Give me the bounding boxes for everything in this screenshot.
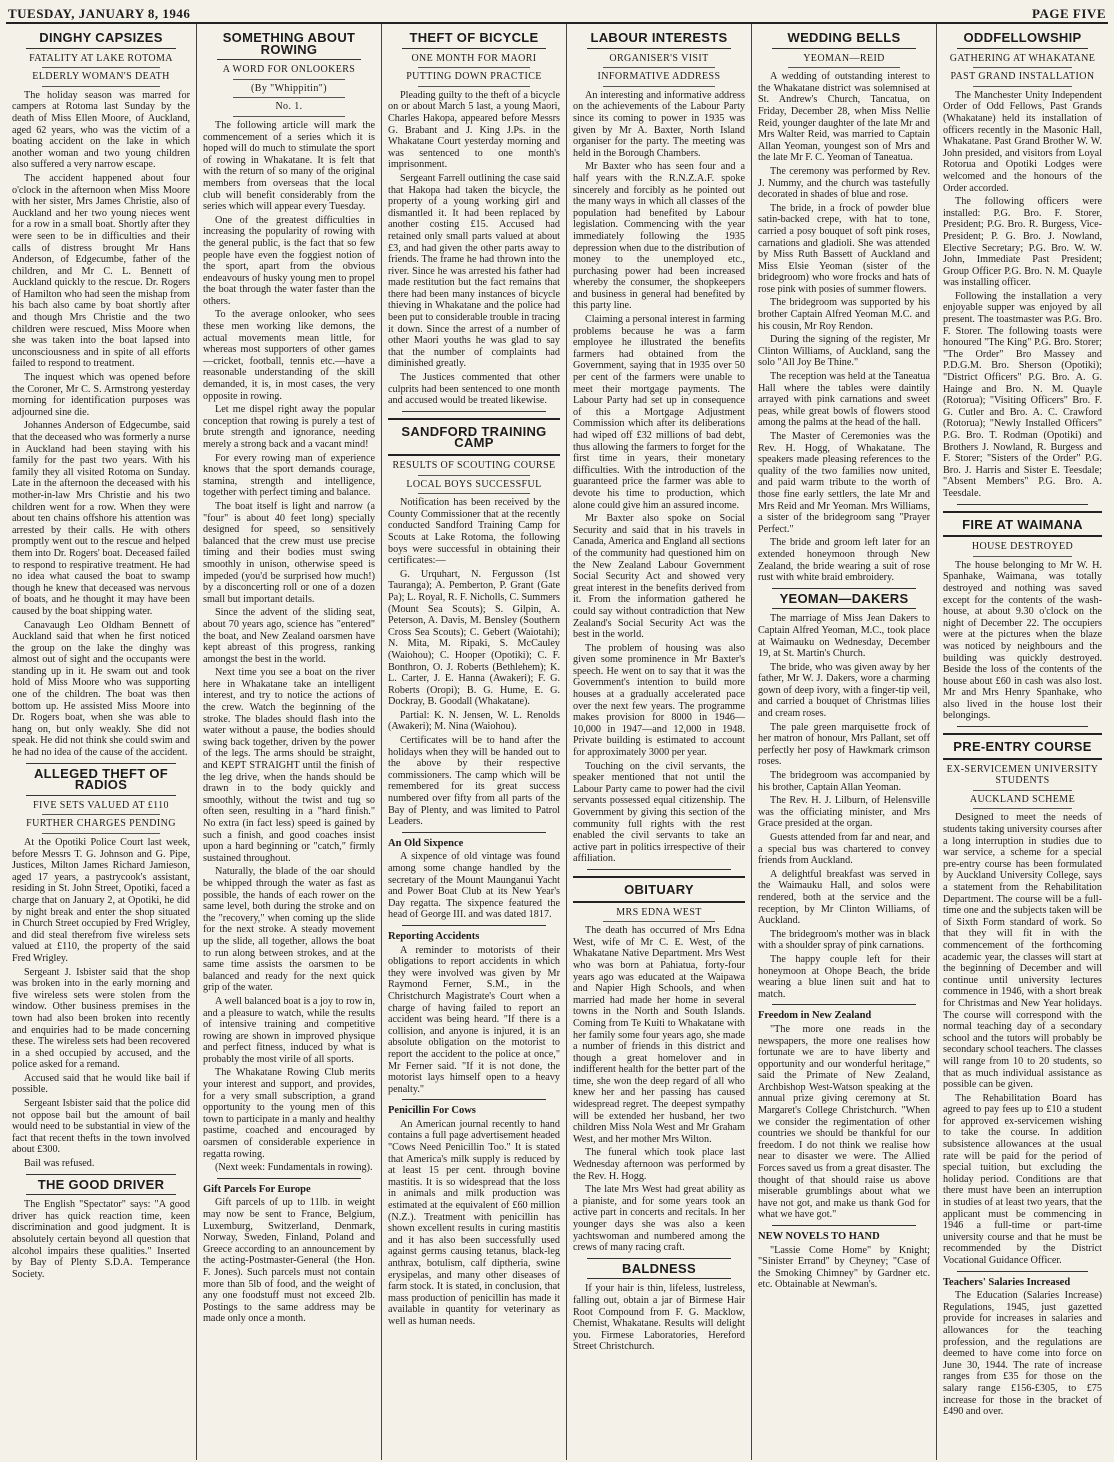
article-paragraph: Partial: K. N. Jensen, W. L. Renolds (Awakeri); M. Nina (Waiohou).	[388, 709, 560, 733]
article-headline: SOMETHING ABOUT ROWING	[222, 30, 356, 57]
article-paragraph: The following officers were installed: P.G. Bro. F. Storer, President; P.G. Bro. R. Burgess, Vice-President; P. G. Bro. J. Nowland, Elective Secretary; P.G. Bro. W. W. John, Immediate Past President; Group Officer P.G. Bro. N. M. Quayle was installing officer.	[943, 196, 1102, 289]
divider	[233, 97, 345, 98]
article-separator	[772, 588, 916, 589]
article-paragraph: Guests attended from far and near, and a special bus was chartered to convey friends from Auckland.	[758, 832, 930, 867]
article-paragraph: The boat itself is light and narrow (a "four" is about 40 feet long) specially designed for speed, so sensitively balanced that the crew must use precise timing and their bodies must swing smoothly in unison, otherwise speed is impeded (you'd be surprised how much!) by a disconcerting roll or one of a dozen small but important details.	[203, 500, 375, 605]
article	[943, 733, 1102, 1267]
article-paragraph: A sixpence of old vintage was found among some change handled by the secretary of the Mount Maunganui Yacht and Power Boat Club at its New Year's Day regatta. The sixpence featured the head of George III. and was dated 1817.	[388, 851, 560, 921]
article-paragraph: Gift parcels of up to 11lb. in weight may now be sent to France, Belgium, Luxemburg, Switzerland, Denmark, Norway, Sweden, Finland, Poland and Greece according to an announcement by the acting-Postmaster-General (the Hon. F. Jones). Such parcels must not contain more than 5lb of food, and the weight of any one foodstuff must not exceed 2lb. Postings to the same address may be made only once a month.	[203, 1197, 375, 1325]
article-headline: LABOUR INTERESTS	[590, 30, 728, 45]
article	[573, 32, 745, 865]
article-paragraph: The inquest which was opened before the Coroner, Mr C. S. Armstrong yesterday morning for identification purposes was adjourned sine die.	[12, 372, 190, 418]
article-paragraph: The accident happened about four o'clock in the afternoon when Miss Moore with her sister, Mrs James Christie, also of Auckland and her two young nieces went for a row in a small boat. Shortly after they were seen to be in difficulties and their calls of distress brought Mr Hans Anderson, of Edgecumbe, father of the children, and Mr C. L. Bennett of Auckland quickly to the rescue. Dr. Rogers of Hamilton who had seen the mishap from his bach also came by boat shortly after and though Mrs Christie and the two children were rescued, Miss Moore when she was taken into the boat lapsed into unconsciousness and in spite of all efforts failed to respond to treatment.	[12, 172, 190, 370]
article-headline: YEOMAN—DAKERS	[779, 590, 909, 606]
divider	[587, 1278, 731, 1279]
article-paragraph: To the average onlooker, who sees these men working like demons, the actual movements mean little, for whereas most supporters of other games—cricket, football, tennis etc.—have a reasonable understanding of the skill demanded, it is, in most cases, the very opposite in rowing.	[203, 309, 375, 402]
article	[758, 32, 930, 584]
article-paragraph: The Rev. H. J. Lilburn, of Helensville was the officiating minister, and Mrs Grace presided at the organ.	[758, 795, 930, 830]
divider	[418, 86, 530, 87]
article-subheading: GATHERING AT WHAKATANE	[949, 52, 1096, 64]
article-paragraph: Following the installation a very enjoyable supper was enjoyed by all present. The toastmaster was P.G. Bro. F. Storer. The following toasts were honoured "The King" P.G. Bro. Storer; "The Order" Bro Massey and P.D.G.M. Bro. Sherson (Opotiki); "District Officers" P.G. Bro. A. G. Hainge and Bro. N. M. Quayle (Rotorua); "Visiting Officers" Bro. F. G. Cutler and Bro. A. C. Crawford (Rotorua); "Newly Installed Officers" P.G. Bro. T. Rodman (Opotiki) and Brothers J. Nowland, R. Burgess and F. Storer; "Sisters of the Order" P.G. Bro. J. Harris and Sister E. Teesdale; "Absent Members" P.G. Bro. A. Teesdale.	[943, 290, 1102, 499]
article-headline: FIRE AT WAIMANA	[962, 516, 1083, 532]
article	[12, 32, 190, 759]
article-headline: WEDDING BELLS	[787, 30, 901, 45]
article-separator	[772, 1225, 916, 1226]
article-headline: SANDFORD TRAINING CAMP	[401, 423, 547, 451]
column-3	[382, 24, 567, 1460]
article-paragraph: The following article will mark the commencement of a series which it is hoped will do much to stimulate the sport of rowing in Whakatane. It is felt that with the return of so many of the original members from overseas that the local club will benefit considerably from the series which will appear every Tuesday.	[203, 119, 375, 213]
article-paragraph: The holiday season was marred for campers at Rotoma last Sunday by the death of Miss Ellen Moore, of Auckland, aged 62 years, who was the victim of a boating accident on the lake in which another woman and two young children also suffered a very narrow escape.	[12, 89, 190, 171]
article-paragraph: The ceremony was performed by Rev. J. Nummy, and the church was tastefully decorated in shades of blue and rose.	[758, 165, 930, 201]
article-subheading: HOUSE DESTROYED	[971, 541, 1074, 553]
article-paragraph: A delightful breakfast was served in the Waimauku Hall, and solos were rendered, both at the service and the reception, by Mr Clinton Williams, of Auckland.	[758, 868, 930, 927]
article-subheading: ELDERLY WOMAN'S DEATH	[32, 71, 170, 83]
divider	[973, 556, 1072, 557]
article	[388, 418, 560, 828]
article-run-in-heading: Penicillin For Cows	[388, 1105, 476, 1117]
article-paragraph: Canavaugh Leo Oldham Bennett of Auckland said that when he first noticed the group on the lake the dinghy was almost out of sight and the occupants were standing up in it. He swam out and took hold of Miss Moore who was supporting one of the children. The boat was then bottom up. He assisted Miss Moore into Dr. Rogers boat, when she was able to hang on, but only weakly. She did not speak. He did not think she could swim and he had no idea of the cause of the accident.	[12, 619, 190, 759]
article-paragraph: If your hair is thin, lifeless, lustreless, falling out, obtain a jar of Birmese Hair Root Compound from F. G. Macklow, Chemist, Whakatane. Results will delight you. Firmese Laboratories, Hereford Street Christchurch.	[573, 1283, 745, 1353]
article	[203, 1184, 375, 1325]
article-separator	[402, 832, 546, 833]
article-paragraph: Naturally, the blade of the oar should be whipped through the water as fast as possible, the hands of each rower on the same level, both during the stroke and on the "recovery," when coming up the slide for the next stroke. A steady movement up the slide, all together, allows the boat to run along between strokes, and at the same time assists the oarsmen to be balanced and ready for the next quick grip of the water.	[203, 866, 375, 994]
divider	[217, 59, 361, 60]
article-separator	[957, 1271, 1088, 1272]
article	[388, 32, 560, 407]
article	[758, 1231, 930, 1291]
article-paragraph: The late Mrs West had great ability as a pianiste, and for some years took an active part in concerts and recitals. In her younger days she was also a keen yachtswoman and numbered among the crews of many racing craft.	[573, 1184, 745, 1254]
divider	[42, 86, 160, 87]
article-paragraph: The Education (Salaries Increase) Regulations, 1945, just gazetted provide for increases in salaries and allowances for the teaching profession, and the regulations are deemed to have come into force on June 30, 1944. The rate of increase ranges from £35 for those on the salary range £156-£305, to £75 increase for those in the bracket of £490 and over.	[943, 1290, 1102, 1418]
divider	[402, 48, 546, 49]
article-paragraph: Mr Baxter also spoke on Social Security and said that in his travels in Canada, America and England all sections of the community had questioned him on the New Zealand Labour Government Social Security Act and showed very great interest in the benefits derived from it. From the information gathered he could say without contradiction that New Zealand's Social Security Act was the best in the world.	[573, 513, 745, 641]
column-6	[937, 24, 1108, 1460]
article-paragraph: Touching on the civil servants, the speaker mentioned that not until the Labour Party came to power had the civil servants possessed equal citizenship. The Government by giving this section of the community full rights with the rest enabled the civil servants to take an active part in politics irrespective of their affiliation.	[573, 760, 745, 865]
divider	[418, 493, 530, 494]
article-paragraph: At the Opotiki Police Court last week, before Messrs T. G. Johnson and G. Pipe, Justices, Milton James Richard Jamieson, aged 17 years, a pastrycook's assistant, residing in St. John Street, Opotiki, faced a charge that on January 2, at Opotiki, he did by night break and enter the shop situated in Church Street occupied by Fred Wrigley, and did steal therefrom five wireless sets valued at £110, the property of the said Fred Wrigley.	[12, 837, 190, 964]
divider	[603, 86, 715, 87]
article-run-in-heading: Reporting Accidents	[388, 930, 480, 942]
article	[943, 1277, 1102, 1418]
article-paragraph: Mr Baxter who has seen four and a half years with the R.N.Z.A.F. spoke sincerely and forcibly as he pointed out the many ways in which all classes of the population had benefited by Labour legislation. Commencing with the year immediately following the 1935 depression when due to the distribution of money to the unemployed etc., purchasing power had been increased whereby the consumer, the shopkeepers and business in general had benefited by this party line.	[573, 161, 745, 312]
article-separator	[402, 411, 546, 412]
article-paragraph: Sergeant Isbister said that the police did not oppose bail but the amount of bail would need to be substantial in view of the fact that recent thefts in the town involved about £300.	[12, 1098, 190, 1156]
article-subheading: FIVE SETS VALUED AT £110	[33, 799, 169, 811]
article	[943, 511, 1102, 723]
article-subheading: PUTTING DOWN PRACTICE	[406, 71, 542, 83]
article-separator	[957, 504, 1088, 505]
article	[573, 876, 745, 1254]
divider	[973, 67, 1072, 68]
article-paragraph: The bridegroom was accompanied by his brother, Captain Allan Yeoman.	[758, 770, 930, 793]
article-paragraph: The happy couple left for their honeymoon at Ohope Beach, the bride wearing a blue linen suit and hat to match.	[758, 953, 930, 1000]
masthead	[6, 4, 1108, 24]
divider	[603, 67, 715, 68]
article-separator	[772, 1004, 916, 1005]
divider	[26, 795, 176, 796]
article	[758, 590, 930, 1001]
article-paragraph: Bail was refused.	[24, 1158, 95, 1170]
article	[388, 838, 560, 921]
article-subheading: RESULTS OF SCOUTING COURSE	[392, 460, 556, 471]
article-paragraph: The Manchester Unity Independent Order of Odd Fellows, Past Grands (Whakatane) held its installation of officers recently in the Masonic Hall, Whakatane. Past Grand Brother W. W. John presided, and visitors from Loyal Rotorua and Opotiki Lodges were welcomed and the honours of the Order accorded.	[943, 89, 1102, 194]
article-paragraph: One of the greatest difficulties in increasing the popularity of rowing with the general public, is the fact that so few people have even the foggiest notion of the sport, apart from the obvious endeavours of husky young men to propel the boat through the water faster than the others.	[203, 214, 375, 307]
article-separator	[26, 763, 176, 764]
article-paragraph: The problem of housing was also given some prominence in Mr Baxter's speech. He went on to say that it was the Government's intention to build more houses at a gradually accelerated pace over the next few years. The programme makes provision for 8000 in 1946—10,000 in 1947—and 12,000 in 1948. Private building is estimated to account for approximately 3000 per year.	[573, 642, 745, 759]
article-paragraph: The house belonging to Mr W. H. Spanhake, Waimana, was totally destroyed and nothing was saved except for the contents of the wash-house, at about 9.30 o'clock on the night of December 22. The occupiers were at the pictures when the blaze was noticed by neighbours and the building was quickly destroyed. Beside the loss of the contents of the house about £60 in cash was also lost. Mr and Mrs Henry Spanhake, who also lived in the house lost their belongings.	[943, 559, 1102, 722]
article	[12, 1176, 190, 1281]
divider	[957, 48, 1088, 49]
article-paragraph: The Justices commented that other culprits had been sentenced to one month and accused would be treated likewise.	[388, 372, 560, 407]
article-paragraph: The bride and groom left later for an extended honeymoon through New Zealand, the bride wearing a suit of rose rust with white braid embroidery.	[758, 537, 930, 584]
article-separator	[587, 1258, 731, 1259]
article-paragraph: The bride, who was given away by her father, Mr W. J. Dakers, wore a charming gown of deep ivory, with a finger-tip veil, and carried a bouquet of Christmas lilies and cream roses.	[758, 661, 930, 720]
divider	[42, 814, 160, 815]
article-paragraph: Accused said that he would like bail if possible.	[12, 1072, 190, 1096]
article-subheading: FATALITY AT LAKE ROTOMA	[29, 52, 173, 64]
columns	[6, 24, 1108, 1460]
article-paragraph: The death has occurred of Mrs Edna West, wife of Mr C. E. West, of the Whakatane Native Department. Mrs West who was born at Pahiatua, forty-four years ago was educated at the Waipawa and Napier High Schools, and when married had made her home in several towns in the North and South Islands. Coming from Te Kuiti to Whakatane with her family some four years ago, she made a number of friends in this district and though a great homelover and in indifferent health for the better part of the time, she won the deep regard of all who knew her and her passing has caused widespread regret. The deepest sympathy will be extended her husband, her two children Miss Nola West and Mr Graham West, and her mother Mrs Wilton.	[573, 925, 745, 1145]
divider	[603, 921, 715, 922]
divider	[973, 808, 1072, 809]
divider	[772, 48, 916, 49]
article-run-in-heading: An Old Sixpence	[388, 837, 464, 849]
article-paragraph: The bridegroom was supported by his brother Captain Alfred Yeoman M.C. and his cousin, Mr Roy Rendon.	[758, 297, 930, 332]
article-headline: DINGHY CAPSIZES	[39, 30, 163, 45]
article-headline: BALDNESS	[622, 1260, 696, 1276]
article-headline: THEFT OF BICYCLE	[409, 30, 539, 45]
article-separator	[402, 925, 546, 926]
article-paragraph: Designed to meet the needs of students taking university courses after a long interruption in studies due to war service, a scheme for a special pre-entry course has been formulated by Auckland University College, says a statement from the Rehabilitation Department. The course will be a full-time one and the subjects taken will be of Sixth Form standard of work. So that they will fit in with the commencement of the forthcoming academic year, the classes will start at the beginning of December and will continue until university lectures commence in 1946, with a short break for Christmas and New Year holidays. The course will correspond with the normal teaching day of a secondary school and the tutors will probably be secondary school teachers. The classes will range from 10 to 20 students, so that as much individual assistance as possible can be given.	[943, 812, 1103, 1091]
article-paragraph: "The more one reads in the newspapers, the more one realises how fortunate we are to have liberty and opportunity and our wonderful heritage," said the Primate of New Zealand, Archbishop West-Watson speaking at the annual prize giving ceremony at St. Margaret's College Christchurch. "When we consider the regimentation of other countries we should be thankful for our freedom. I do not think we realise how near to disaster we were. The Allied Forces saved us from a great disaster. The thought of that should raise us above miserable grumblings about what we have not got, and make us thank God for what we have got."	[758, 1023, 930, 1221]
article-paragraph: A reminder to motorists of their obligations to report accidents in which they were involved was given by Mr Raymond Ferner, S.M., in the Christchurch Magistrate's Court when a charge of having failed to report an accident was being heard. "If there is a collision, and anyone is injured, it is an absolute obligation on the motorist to report the accident to the police at once," Mr Ferner said. "If it is not done, the motorist lays himself open to a heavy penalty."	[388, 944, 560, 1095]
article-paragraph: The marriage of Miss Jean Dakers to Captain Alfred Yeoman, M.C., took place at Waimauku on Wednesday, December 19, at St. Martin's Church.	[758, 613, 930, 660]
article-paragraph: Sergeant Farrell outlining the case said that Hakopa had taken the bicycle, the property of a young working girl and dismantled it. It had been replaced by another costing £15. Accused had retained only small parts valued at about £3, and had given the other parts away to friends. The frame he had thrown into the river. Since he was arrested his father had made restitution but the fact remains that there had been many instances of bicycle thieving in Whakatane and the police had been put to considerable trouble in tracing it down. Since the arrest of a number of other Maori youths he was glad to say that the number of complaints had diminished greatly.	[388, 172, 560, 370]
article-subheading: ONE MONTH FOR MAORI	[411, 52, 537, 64]
article-paragraph: The Whakatane Rowing Club merits your interest and support, and provides, for a very small subscription, a grand opportunity to the young men of this town to participate in a manly and healthy pastime, coached and encouraged by oarsmen of considerable experience in regatta rowing.	[203, 1067, 375, 1160]
divider	[233, 116, 345, 117]
column-5	[752, 24, 937, 1460]
article-paragraph: (Next week: Fundamentals in rowing).	[215, 1162, 373, 1174]
article-paragraph: The Master of Ceremonies was the Rev. H. Hogg, of Whakatane. The speakers made pleasing references to the quality of the two families now united, and paid warm tribute to the worth of those fine early settlers, the late Mr and Mrs Reid and Mr Yeoman. Mrs Williams, a sister of the bridegroom sang "Prayer Perfect."	[758, 431, 930, 535]
article-paragraph: The Rehabilitation Board has agreed to pay fees up to £10 a student for approved ex-servicemen wishing to take the course. In addition subsistence allowances at the usual rate will be paid for the period of special tuition, but excluding the holiday period. Conditions are that there must have been an interruption in studies of at least two years, that the applicant must be commencing in 1946 a full-time or part-time university course and that he must be recommended by the District Vocational Guidance Officer.	[943, 1092, 1102, 1266]
article-paragraph: Let me dispel right away the popular conception that rowing is purely a test of brute strength and ignorance, needing merely a strong back and a vacant mind!	[203, 404, 375, 450]
article-separator	[26, 1174, 176, 1175]
column-4	[567, 24, 752, 1460]
article-subheading: (By "Whippitin")	[251, 82, 327, 94]
article-paragraph: The pale green marquisette frock of her matron of honour, Mrs Pallant, set off perfectly her posy of Hawkmark crimson roses.	[758, 721, 930, 768]
article-headline: ALLEGED THEFT OF RADIOS	[33, 765, 169, 793]
article-paragraph: Pleading guilty to the theft of a bicycle on or about March 5 last, a young Maori, Charles Hakopa, appeared before Messrs G. Brabant and J. King J.Ps. in the Whakatane Court yesterday morning and was sentenced to one month's imprisonment.	[388, 89, 560, 171]
article-paragraph: An American journal recently to hand contains a full page advertisement headed "Cows Need Penicillin Too." It is stated that America's milk supply is reduced by at least 15 per cent. through bovine mastitis. It is so widespread that the loss in animals and milk production was estimated at the equivalent of £60 million (N.Z.). Treatment with penicillin has shown excellent results in curing mastitis and it has also been successfully used against germs causing tetanus, black-leg anthrax, botulism, calf diptheria, swine erysipelas, and many other diseases of farm stock. It is stated, in conclusion, that mass production of penicillin has made it available in quantity for veterinary as well as human needs.	[388, 1118, 560, 1327]
divider	[772, 608, 916, 609]
article	[758, 1010, 930, 1221]
article-paragraph: Since the advent of the sliding seat, about 70 years ago, science has "entered" the boat, and New Zealand oarsmen have kept abreast of this progress, ranking amongst the best in the world.	[203, 607, 375, 665]
article-run-in-heading: Freedom in New Zealand	[758, 1010, 872, 1022]
article-subheading: A WORD FOR ONLOOKERS	[222, 64, 356, 76]
article-run-in-heading: NEW NOVELS TO HAND	[758, 1231, 880, 1242]
divider	[587, 48, 731, 49]
article	[388, 931, 560, 1095]
divider	[788, 67, 900, 68]
article-subheading: AUCKLAND SCHEME	[969, 793, 1076, 805]
article-paragraph: The bride, in a frock of powder blue satin-backed crepe, with hat to tone, carried a posy bouquet of soft pink roses, carnations and gladioli. She was attended by Miss Ruth Bassett of Auckland and Miss Elsie Yeoman (sister of the bridegroom) who wore frocks and hats of rose pink with posies of summer flowers.	[758, 202, 930, 295]
divider	[42, 67, 160, 68]
article	[12, 765, 190, 1170]
issue-date: TUESDAY, JANUARY 8, 1946	[8, 6, 191, 21]
divider	[973, 790, 1072, 791]
article-paragraph: Claiming a personal interest in farming problems because he was a farm employee he illustrated the benefits farmers had obtained from the Government, saying that in 1935 over 50 per cent of the farmers were unable to meet their mortgage payments. The Labour Party had set up in consequence of this a Mortgage Adjustment Commission which after its deliberations had wiped off £32 millions of bad debt, thus allowing the farmers to forget for the first time in years, their monetary difficulties. With the introduction of the guaranteed price the farmer was able to devote his time to production, which alone could give him an assured income.	[573, 314, 745, 511]
article-paragraph: The funeral which took place last Wednesday afternoon was performed by the Rev. H. Hogg.	[573, 1147, 745, 1182]
article-subheading: YEOMAN—REID	[803, 52, 885, 64]
article-headline: OBITUARY	[624, 881, 694, 897]
article	[573, 1260, 745, 1353]
column-1	[6, 24, 197, 1460]
article-paragraph: The English "Spectator" says: "A good driver has quick reaction time, keen discrimination and good judgment. It is absolutely certain beyond all question that alcohol impairs these qualities." Inserted by Bay of Plenty S.D.A. Temperance Society.	[12, 1199, 190, 1280]
divider	[26, 48, 176, 49]
divider	[973, 86, 1072, 87]
article-subheading: FURTHER CHARGES PENDING	[26, 818, 176, 830]
article-paragraph: Certificates will be to hand after the holidays when they will be handed out to the above by their respective commissioners. The camp which will be remembered for its great success numbered over fifty from all parts of the Bay of Plenty, and was limited to Patrol Leaders.	[388, 735, 560, 828]
article	[388, 1105, 560, 1327]
article-paragraph: "Lassie Come Home" by Knight; "Sinister Errand" by Cheyney; "Case of the Smoking Chimney" by Gardner etc. etc. Obtainable at Newman's.	[758, 1244, 930, 1291]
article-subheading: EX-SERVICEMEN UNIVERSITY STUDENTS	[946, 763, 1099, 787]
article-separator	[402, 1099, 546, 1100]
article-run-in-heading: Teachers' Salaries Increased	[943, 1276, 1071, 1288]
article-run-in-heading: Gift Parcels For Europe	[203, 1183, 311, 1195]
article-paragraph: G. Urquhart, N. Fergusson (1st Tauranga); A. Pemberton, P. Grant (Gate Pa); L. Royal, R. F. Nicholls, C. Summers (Mount Sea Scouts); S. Gilpin, A. Peterson, A. Davis, M. Bensley (Southern Cross Sea Scouts); C. Gebert (Waiotahi); N. Mita, M. Ripaki, S. McCauley (Waiohou); C. Hooper (Opotiki); C. F. Bonthron, O. J. Roberts (Bethlehem); K. L. Carter, J. E. Hanna (Awakeri); F. G. Roberts (Oropi); B. G. Hume, E. G. Dockray, B. Goodall (Whakatane).	[388, 568, 560, 708]
divider	[26, 1194, 176, 1195]
article-paragraph: For every rowing man of experience knows that the sport demands courage, stamina, strength and intelligence, together with perfect timing and balance.	[203, 452, 375, 499]
divider	[233, 79, 345, 80]
article-headline: THE GOOD DRIVER	[37, 1176, 165, 1192]
article-paragraph: A wedding of outstanding interest to the Whakatane district was solemnised at St. Andrew's Church, Tancatua, on Friday, December 28, when Miss Nellie Reid, younger daughter of the late Mr and Mrs Walter Reid, was married to Captain Allan Yeoman, youngest son of Mrs and the late Mr F. C. Yeoman of Taneatua.	[758, 71, 930, 164]
article-headline: PRE-ENTRY COURSE	[953, 739, 1092, 755]
page-number: PAGE FIVE	[1032, 6, 1106, 21]
article-paragraph: The reception was held at the Taneatua Hall where the tables were daintily arrayed with pink carnations and sweet peas, while great bowls of flowers stood among the palms at the head of the hall.	[758, 371, 930, 429]
article-subheading: PAST GRAND INSTALLATION	[950, 71, 1095, 83]
article-subheading: ORGANISER'S VISIT	[609, 52, 709, 64]
article-paragraph: Next time you see a boat on the river here in Whakatane take an intelligent interest, and try to notice the actions of the crew. Watch the beginning of the stroke. The blades should flash into the water without a pause, the bodies should swing back together, driven by the power of the legs. The arms should be straight, and KEPT STRAIGHT until the finish of the leg drive, when the hands should be drawn in to the body quickly and smoothly, without the twist and tug so often seen, resulting in a "hard finish." No extra (in fact less) speed is gained by such a finish, and good coaches insist upon a hard beginning or "catch," firmly sustained throughout.	[203, 667, 375, 864]
article-separator	[957, 726, 1088, 727]
article-subheading: LOCAL BOYS SUCCESSFUL	[406, 478, 542, 490]
column-2	[197, 24, 382, 1460]
article-subheading: No. 1.	[275, 101, 303, 113]
article-paragraph: Notification has been received by the County Commissioner that at the recently conducted Sandford Training Camp for Scouts at Lake Rotoma, the following boys were successful in obtaining their certificates:—	[388, 497, 560, 567]
article-separator	[587, 869, 731, 870]
divider	[418, 475, 530, 476]
article-subheading: INFORMATIVE ADDRESS	[597, 71, 721, 83]
article	[943, 32, 1102, 500]
article-headline: ODDFELLOWSHIP	[963, 30, 1082, 45]
article-paragraph: Sergeant J. Isbister said that the shop was broken into in the early morning and five wireless sets were stolen from the window. Other business premises in the town had also been broken into recently and enquiries had to be made concerning these. The wireless sets had been recovered in a shed occupied by accused, and the police asked for a remand.	[12, 966, 190, 1071]
article-paragraph: The bridegroom's mother was in black with a shoulder spray of pink carnations.	[758, 928, 930, 952]
article-paragraph: Johannes Anderson of Edgecumbe, said that the deceased who was formerly a nurse in Auckland had been staying with his family for the past two years. With his family they all visited Rotoma on Sunday. Late in the afternoon the deceased with his mother-in-law Mrs Christie and his two children went for a row. When they were about ten chains offshore his attention was arrested by their calls. He with others promptly went out to the rescue and helped them into Dr. Rogers' boat. Deceased failed to respond to respirative treatment. He had no idea what caused the boat to swamp though he knew that deceased was nervous of boats, and he thought it may have been caused by the boat shipping water.	[12, 420, 190, 617]
article	[203, 32, 375, 1174]
article-paragraph: An interesting and informative address on the achievements of the Labour Party since its coming to power in 1935 was given by Mr A. Baxter, North Island organiser for the party. The meeting was held in the Borough Chambers.	[573, 89, 745, 159]
article-paragraph: A well balanced boat is a joy to row in, and a pleasure to watch, while the results of intensive training and competitive rowing are shown in improved physique and perfect fitness, induced by what is probably the most virile of all sports.	[203, 995, 375, 1065]
divider	[418, 67, 530, 68]
article-paragraph: During the signing of the register, Mr Clinton Williams, of Auckland, sang the solo "All Joy Be Thine."	[758, 334, 930, 369]
article-separator	[217, 1178, 361, 1179]
divider	[42, 833, 160, 834]
article-subheading: MRS EDNA WEST	[616, 906, 702, 918]
